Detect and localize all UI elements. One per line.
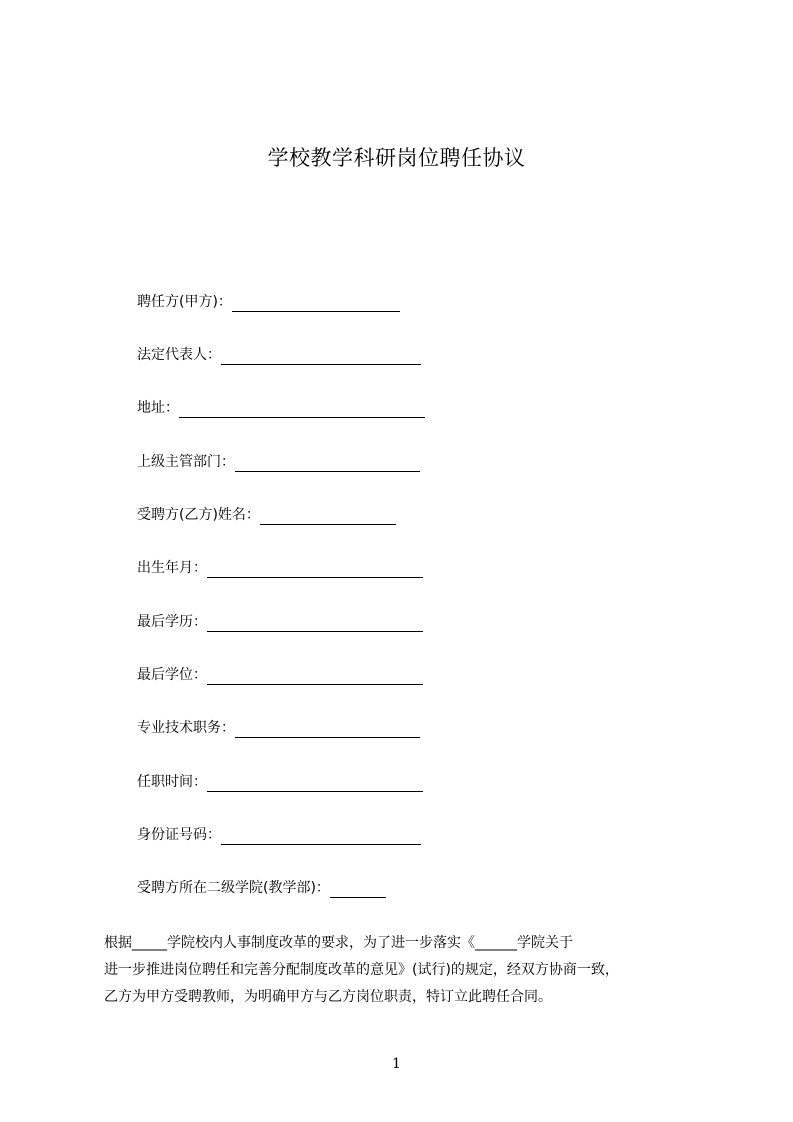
field-label: 受聘方(乙方)姓名： [137, 507, 260, 523]
field-label: 任职时间： [137, 774, 207, 790]
page-number: 1 [392, 1056, 401, 1072]
blank-line [260, 507, 396, 525]
preamble-paragraph [104, 930, 704, 1011]
paragraph-line: 乙方为甲方受聘教师，为明确甲方与乙方岗位职责，特订立此聘任合同。 [104, 989, 552, 1005]
field-college [137, 878, 386, 898]
field-label: 法定代表人： [137, 347, 221, 363]
field-label: 受聘方所在二级学院(教学部)： [137, 880, 330, 896]
blank-line [207, 667, 423, 685]
field-address [137, 398, 425, 418]
blank-line [221, 347, 421, 365]
paragraph-line: 根据_____学院校内人事制度改革的要求，为了进一步落实《______学院关于 [104, 935, 573, 951]
field-label: 聘任方(甲方)： [137, 294, 232, 310]
blank-line [235, 720, 420, 738]
field-legal-representative [137, 345, 421, 365]
field-supervising-department [137, 452, 420, 472]
field-birth-date [137, 558, 423, 578]
blank-line [330, 880, 386, 898]
field-id-number [137, 825, 421, 845]
field-label: 上级主管部门： [137, 454, 235, 470]
blank-line [232, 294, 400, 312]
field-label: 最后学位： [137, 667, 207, 683]
blank-line [221, 827, 421, 845]
blank-line [179, 400, 425, 418]
field-highest-education [137, 612, 423, 632]
paragraph-line: 进一步推进岗位聘任和完善分配制度改革的意见》(试行)的规定，经双方协商一致， [104, 962, 619, 978]
field-label: 最后学历： [137, 614, 207, 630]
field-professional-title [137, 718, 420, 738]
field-employer [137, 292, 400, 312]
field-label: 身份证号码： [137, 827, 221, 843]
field-label: 专业技术职务： [137, 720, 235, 736]
field-highest-degree [137, 665, 423, 685]
blank-line [207, 614, 423, 632]
blank-line [207, 774, 423, 792]
field-employee-name [137, 505, 396, 525]
field-label: 地址： [137, 400, 179, 416]
field-appointment-time [137, 772, 423, 792]
blank-line [207, 560, 423, 578]
field-label: 出生年月： [137, 560, 207, 576]
blank-line [235, 454, 420, 472]
document-title: 学校教学科研岗位聘任协议 [267, 146, 526, 170]
